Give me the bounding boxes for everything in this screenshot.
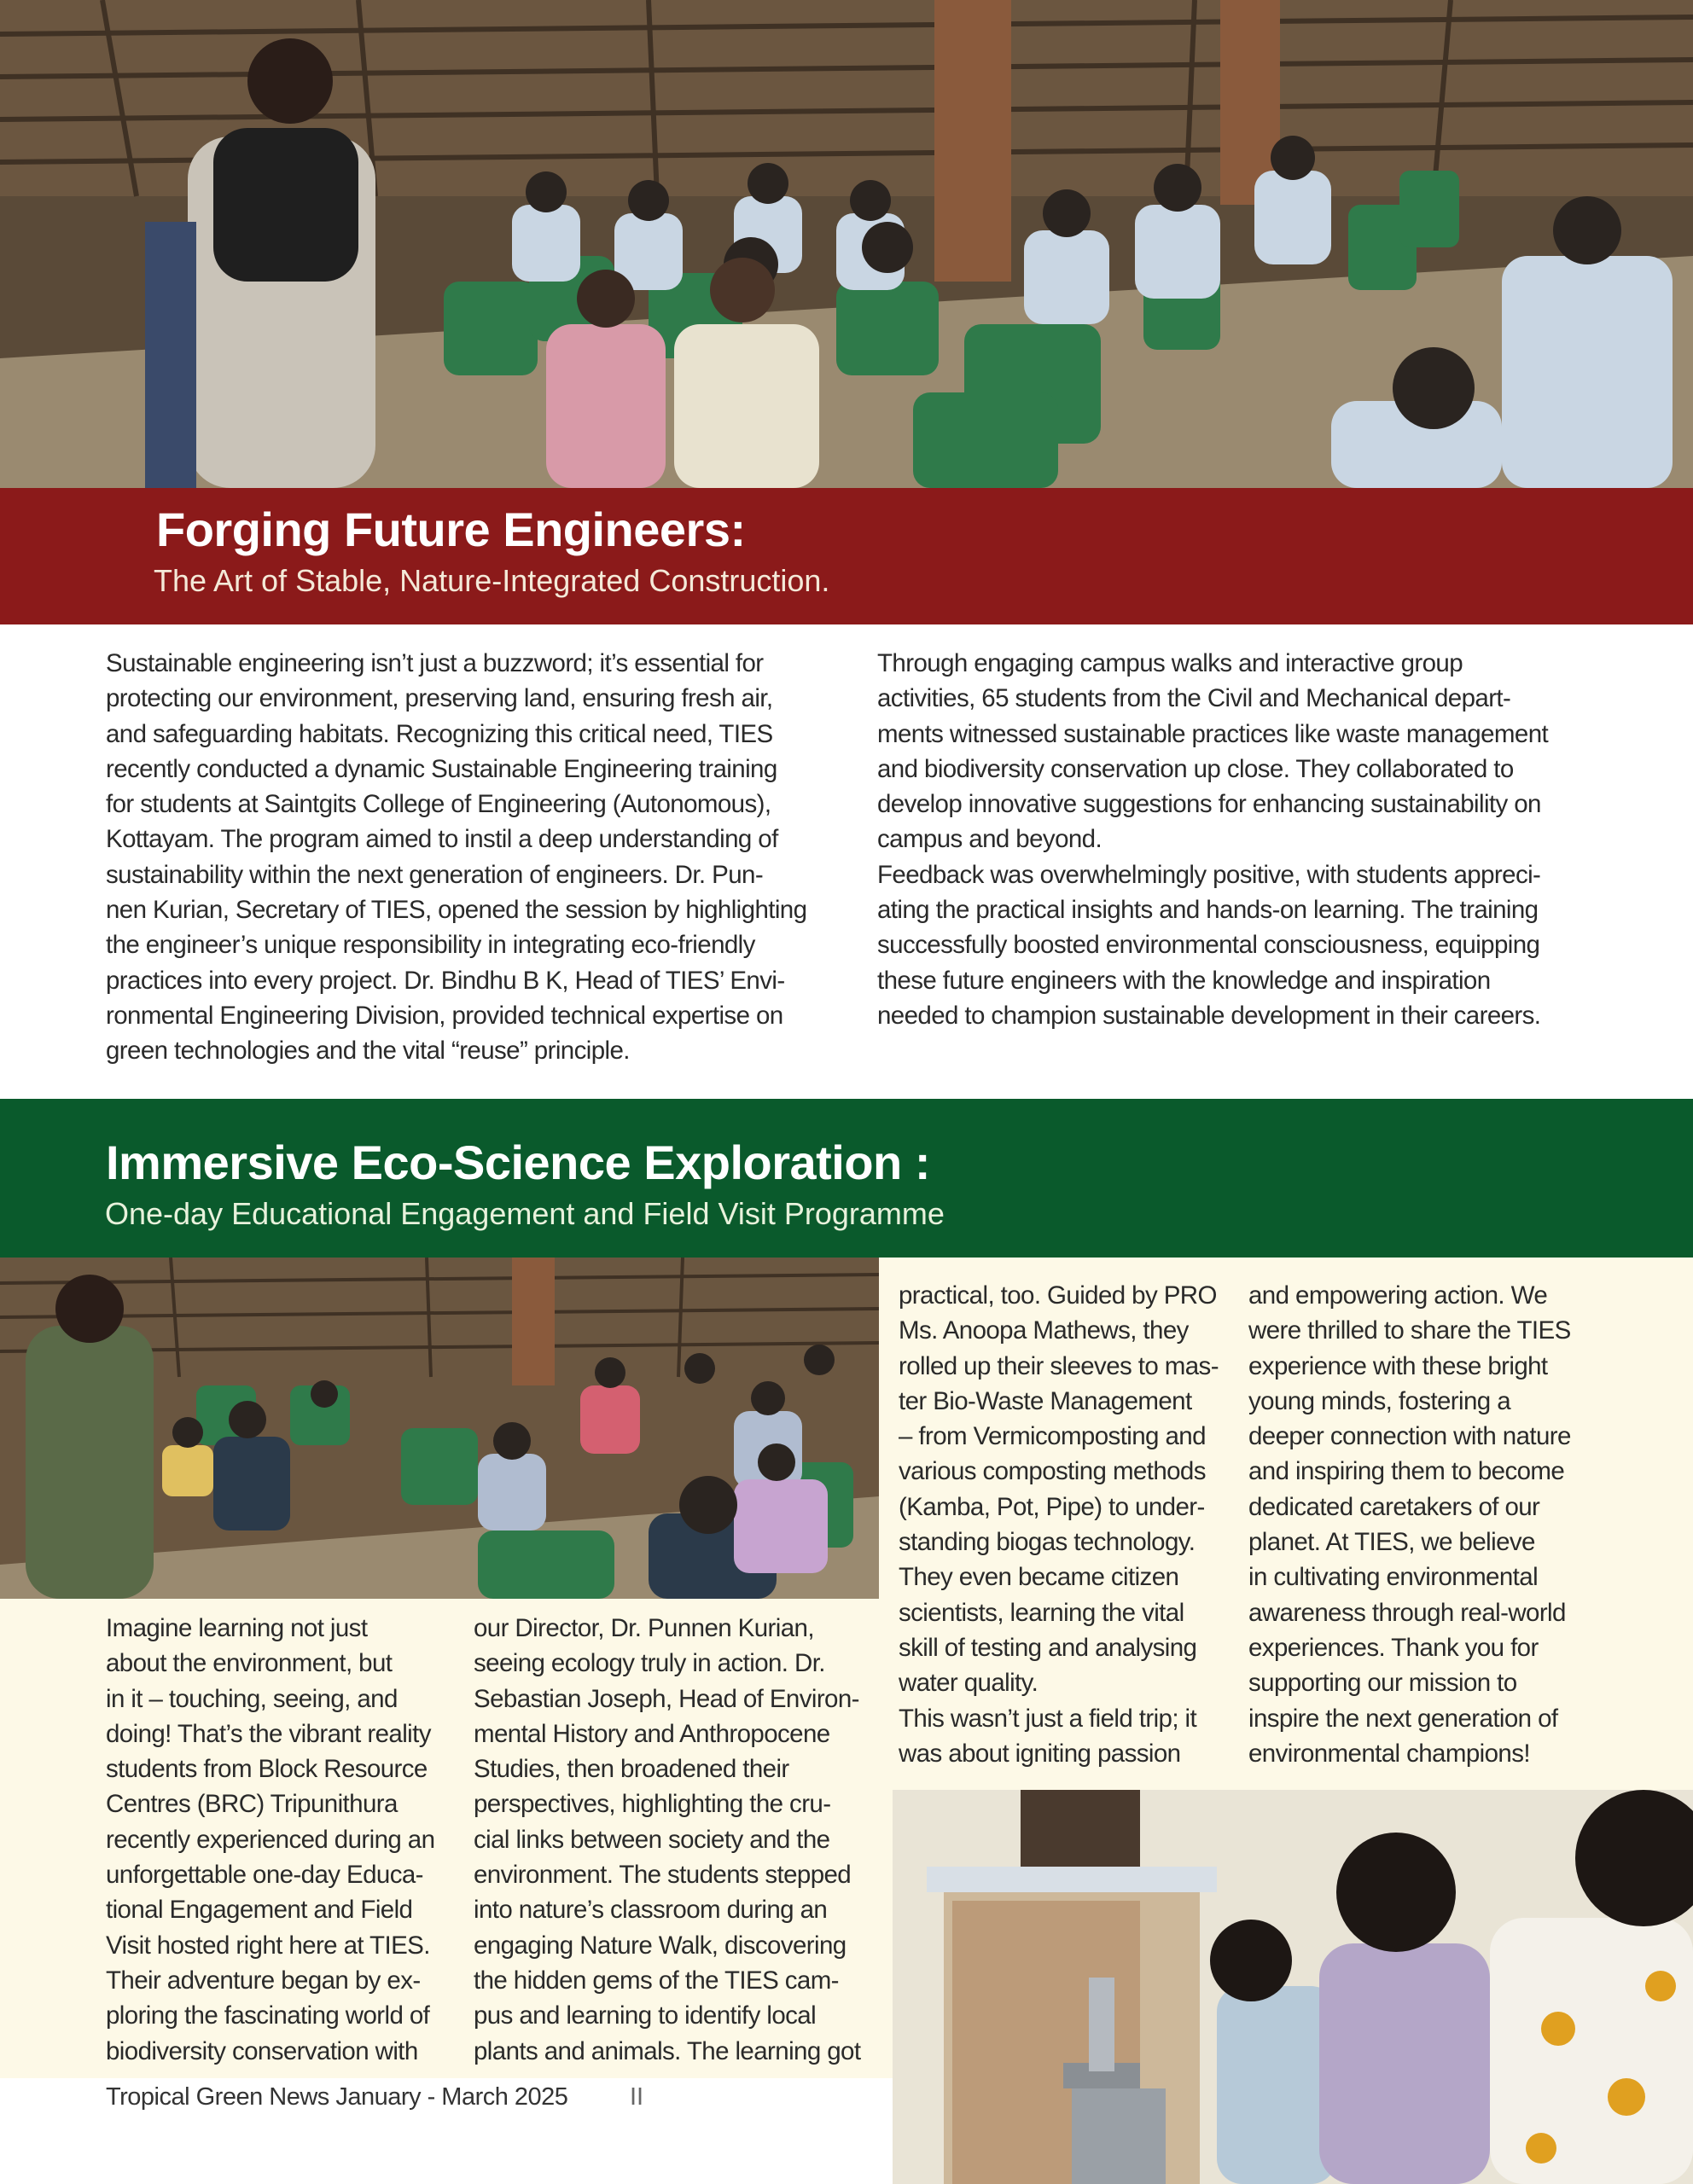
- text-line: successfully boosted environmental consciousness, equipping: [877, 931, 1540, 960]
- text-line: protecting our environment, preserving land, ensuring fresh air,: [106, 684, 773, 713]
- text-line: in it – touching, seeing, and: [106, 1684, 398, 1713]
- text-line: sustainability within the next generation of engineers. Dr. Pun-: [106, 860, 764, 889]
- page-number: II: [630, 2083, 644, 2111]
- text-line: and inspiring them to become: [1248, 1457, 1565, 1486]
- text-line: supporting our mission to: [1248, 1669, 1517, 1698]
- text-line: cial links between society and the: [474, 1825, 830, 1854]
- text-line: doing! That’s the vibrant reality: [106, 1719, 431, 1748]
- text-line: about the environment, but: [106, 1649, 393, 1678]
- text-line: environment. The students stepped: [474, 1861, 852, 1890]
- text-line: into nature’s classroom during an: [474, 1896, 828, 1925]
- text-line: scientists, learning the vital: [899, 1598, 1184, 1627]
- text-line: the engineer’s unique responsibility in integrating eco-friendly: [106, 931, 755, 960]
- text-line: was about igniting passion: [899, 1739, 1181, 1768]
- text-line: ating the practical insights and hands-on learning. The training: [877, 896, 1539, 925]
- text-line: green technologies and the vital “reuse” principle.: [106, 1037, 630, 1066]
- students-classroom-photo: [0, 1258, 879, 1599]
- text-line: ploring the fascinating world of: [106, 2001, 430, 2030]
- text-line: – from Vermicomposting and: [899, 1422, 1206, 1451]
- text-line: Imagine learning not just: [106, 1614, 368, 1642]
- text-line: perspectives, highlighting the cru-: [474, 1790, 831, 1819]
- text-line: rolled up their sleeves to mas-: [899, 1351, 1219, 1380]
- article-1-subtitle: The Art of Stable, Nature-Integrated Construction.: [154, 563, 830, 598]
- text-line: biodiversity conservation with: [106, 2036, 418, 2065]
- text-line: were thrilled to share the TIES: [1248, 1316, 1571, 1345]
- text-line: inspire the next generation of: [1248, 1704, 1558, 1733]
- text-line: awareness through real-world: [1248, 1598, 1566, 1627]
- text-line: experiences. Thank you for: [1248, 1633, 1539, 1662]
- text-line: deeper connection with nature: [1248, 1422, 1571, 1451]
- lecture-hall-photo: [0, 0, 1693, 488]
- text-line: pus and learning to identify local: [474, 2001, 817, 2030]
- text-line: engaging Nature Walk, discovering: [474, 1931, 846, 1960]
- article-1-title-band: [0, 488, 1693, 624]
- text-line: Kottayam. The program aimed to instil a deep understanding of: [106, 825, 778, 854]
- text-line: various composting methods: [899, 1457, 1206, 1486]
- text-line: recently conducted a dynamic Sustainable Engineering training: [106, 754, 777, 783]
- text-line: mental History and Anthropocene: [474, 1719, 830, 1748]
- text-line: our Director, Dr. Punnen Kurian,: [474, 1614, 814, 1642]
- text-line: students from Block Resource: [106, 1755, 428, 1784]
- text-line: and biodiversity conservation up close. They collaborated to: [877, 754, 1514, 783]
- text-line: Their adventure began by ex-: [106, 1966, 421, 1995]
- text-line: They even became citizen: [899, 1563, 1179, 1592]
- text-line: water quality.: [899, 1669, 1038, 1698]
- text-line: tional Engagement and Field: [106, 1896, 413, 1925]
- text-line: develop innovative suggestions for enhancing sustainability on: [877, 790, 1541, 819]
- text-line: practices into every project. Dr. Bindhu B K, Head of TIES’ Envi-: [106, 966, 785, 995]
- text-line: nen Kurian, Secretary of TIES, opened the session by highlighting: [106, 896, 807, 925]
- article-2-title: Immersive Eco-Science Exploration :: [106, 1136, 930, 1189]
- text-line: needed to champion sustainable development in their careers.: [877, 1001, 1541, 1030]
- text-line: environmental champions!: [1248, 1739, 1530, 1768]
- text-line: ronmental Engineering Division, provided technical expertise on: [106, 1001, 783, 1030]
- text-line: in cultivating environmental: [1248, 1563, 1539, 1592]
- text-line: Sebastian Joseph, Head of Environ-: [474, 1684, 859, 1713]
- text-line: recently experienced during an: [106, 1825, 435, 1854]
- article-1-title: Forging Future Engineers:: [156, 502, 746, 556]
- text-line: activities, 65 students from the Civil and Mechanical depart-: [877, 684, 1511, 713]
- text-line: seeing ecology truly in action. Dr.: [474, 1649, 825, 1678]
- text-line: and empowering action. We: [1248, 1281, 1548, 1310]
- text-line: Feedback was overwhelmingly positive, with students appreci-: [877, 860, 1541, 889]
- text-line: ments witnessed sustainable practices like waste management: [877, 719, 1549, 748]
- text-line: practical, too. Guided by PRO: [899, 1281, 1217, 1310]
- footer-publication: Tropical Green News January - March 2025: [106, 2083, 568, 2111]
- text-line: skill of testing and analysing: [899, 1633, 1197, 1662]
- article-2-subtitle: One-day Educational Engagement and Field Visit Programme: [105, 1196, 945, 1231]
- text-line: and safeguarding habitats. Recognizing this critical need, TIES: [106, 719, 773, 748]
- text-line: This wasn’t just a field trip; it: [899, 1704, 1197, 1733]
- text-line: standing biogas technology.: [899, 1528, 1196, 1557]
- article-2-column-3: [899, 1278, 1240, 1771]
- article-2-title-band: [0, 1099, 1693, 1258]
- article-1-column-2: [877, 646, 1603, 1033]
- text-line: Visit hosted right here at TIES.: [106, 1931, 430, 1960]
- article-2-column-2: [474, 1611, 866, 2069]
- text-line: the hidden gems of the TIES cam-: [474, 1966, 839, 1995]
- text-line: (Kamba, Pot, Pipe) to under-: [899, 1492, 1205, 1521]
- text-line: Centres (BRC) Tripunithura: [106, 1790, 398, 1819]
- text-line: for students at Saintgits College of Engineering (Autonomous),: [106, 790, 771, 819]
- text-line: Studies, then broadened their: [474, 1755, 789, 1784]
- text-line: Ms. Anoopa Mathews, they: [899, 1316, 1189, 1345]
- text-line: dedicated caretakers of our: [1248, 1492, 1540, 1521]
- text-line: these future engineers with the knowledge and inspiration: [877, 966, 1491, 995]
- text-line: Sustainable engineering isn’t just a buzzword; it’s essential for: [106, 649, 764, 677]
- text-line: Through engaging campus walks and interactive group: [877, 649, 1463, 677]
- text-line: plants and animals. The learning got: [474, 2036, 861, 2065]
- article-1-column-1: [106, 646, 823, 1069]
- text-line: unforgettable one-day Educa-: [106, 1861, 423, 1890]
- text-line: experience with these bright: [1248, 1351, 1548, 1380]
- text-line: ter Bio-Waste Management: [899, 1386, 1192, 1415]
- article-2-column-4: [1248, 1278, 1607, 1771]
- article-2-column-1: [106, 1611, 456, 2069]
- text-line: young minds, fostering a: [1248, 1386, 1511, 1415]
- text-line: planet. At TIES, we believe: [1248, 1528, 1535, 1557]
- text-line: campus and beyond.: [877, 825, 1102, 854]
- microscope-lab-photo: [893, 1790, 1693, 2184]
